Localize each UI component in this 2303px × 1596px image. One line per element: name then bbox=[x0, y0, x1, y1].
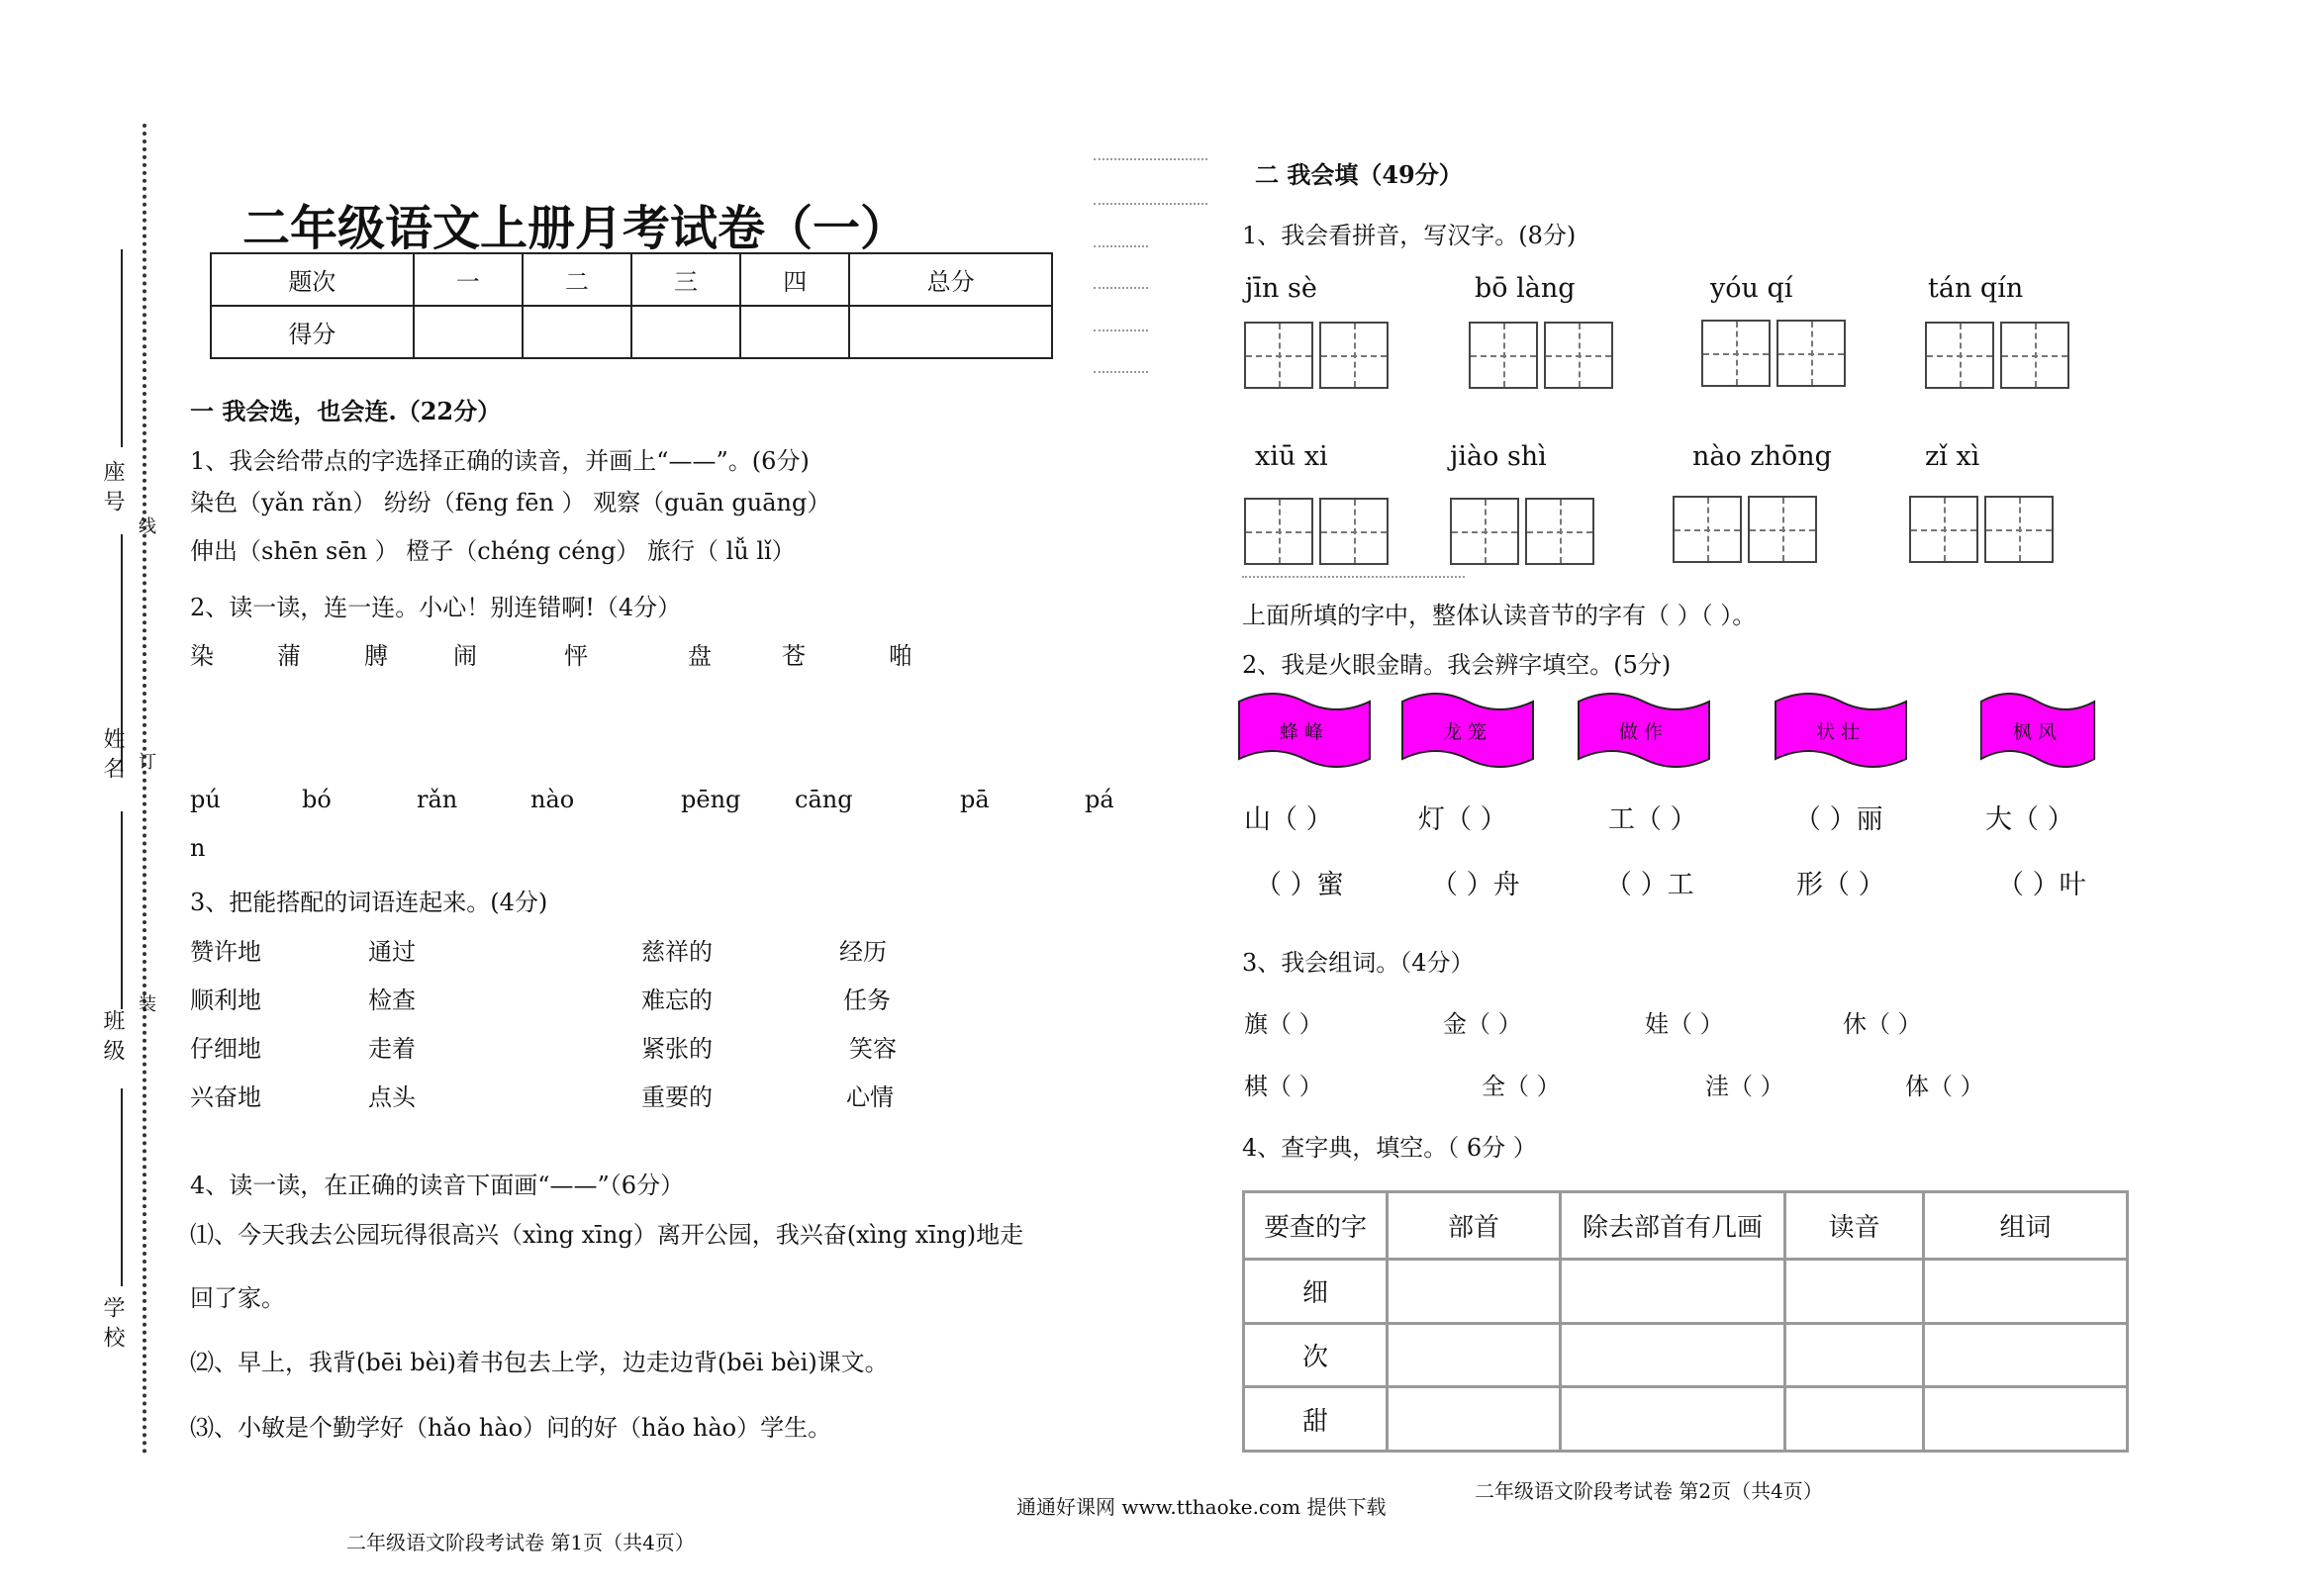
dict-char: 细 bbox=[1244, 1260, 1388, 1324]
q3-word[interactable]: 走着 bbox=[368, 1035, 416, 1063]
class-label: 班级 bbox=[100, 1009, 125, 1069]
score-header-cell: 一 bbox=[414, 253, 523, 306]
pinyin-label: jiào shì bbox=[1450, 441, 1547, 472]
school-label: 学校 bbox=[100, 1296, 125, 1356]
q4-prompt: 4、读一读，在正确的读音下面画“——”（6分） bbox=[190, 1172, 685, 1199]
fill-blank[interactable]: （ ）丽 bbox=[1794, 804, 1883, 835]
flag-text: 状壮 bbox=[1815, 721, 1866, 743]
seat-field-underline bbox=[121, 249, 123, 447]
q1-line1: 染色（yǎn rǎn） 纷纷（fēng fēn ） 观察（guān guāng） bbox=[190, 489, 831, 516]
decor-dots bbox=[1094, 158, 1207, 160]
tianzige-box[interactable] bbox=[2000, 322, 2069, 389]
score-cell[interactable] bbox=[523, 306, 631, 358]
tianzige-box[interactable] bbox=[1984, 496, 2054, 563]
dict-cell[interactable] bbox=[1924, 1260, 2128, 1324]
q2-char[interactable]: 盘 bbox=[688, 642, 712, 670]
flag-label bbox=[1237, 688, 1372, 775]
footer-left: 二年级语文阶段考试卷 第1页（共4页） bbox=[346, 1531, 695, 1554]
dict-header-cell: 部首 bbox=[1388, 1192, 1561, 1260]
score-cell[interactable] bbox=[849, 306, 1052, 358]
dict-cell[interactable] bbox=[1561, 1260, 1785, 1324]
line-label: 线 bbox=[136, 516, 156, 542]
decor-dots bbox=[1094, 371, 1148, 373]
tianzige-box[interactable] bbox=[1673, 496, 1742, 563]
word-blank[interactable]: 全（ ） bbox=[1482, 1073, 1561, 1100]
score-cell[interactable] bbox=[740, 306, 849, 358]
dict-header-cell: 读音 bbox=[1785, 1192, 1924, 1260]
dict-header-cell: 组词 bbox=[1924, 1192, 2128, 1260]
dict-cell[interactable] bbox=[1388, 1260, 1561, 1324]
score-header-cell: 二 bbox=[523, 253, 631, 306]
q3-word[interactable]: 顺利地 bbox=[190, 986, 261, 1014]
dict-cell[interactable] bbox=[1785, 1387, 1924, 1452]
name-label: 姓名 bbox=[100, 727, 125, 787]
dict-cell[interactable] bbox=[1388, 1323, 1561, 1387]
q3-word[interactable]: 检查 bbox=[368, 986, 416, 1014]
q3-word[interactable]: 兴奋地 bbox=[190, 1083, 261, 1111]
s2q1-note: 上面所填的字中，整体认读音节的字有（ ）（ ）。 bbox=[1242, 602, 1757, 629]
q3-word[interactable]: 心情 bbox=[846, 1083, 894, 1111]
dict-cell[interactable] bbox=[1785, 1260, 1924, 1324]
zhuang-label: 装 bbox=[136, 994, 156, 1020]
class-field-underline bbox=[121, 811, 123, 1009]
decor-dots bbox=[1094, 329, 1148, 331]
fill-blank[interactable]: （ ）蜜 bbox=[1255, 870, 1344, 900]
score-row-label: 得分 bbox=[211, 306, 414, 358]
q2-char[interactable]: 蒲 bbox=[277, 642, 301, 670]
tianzige-box[interactable] bbox=[1748, 496, 1817, 563]
dictionary-table bbox=[1242, 1190, 2129, 1453]
binding-dotted-line bbox=[143, 124, 146, 1455]
tianzige-box[interactable] bbox=[1909, 496, 1978, 563]
q2-pinyin[interactable]: pá bbox=[1085, 786, 1114, 813]
q3-word[interactable]: 任务 bbox=[843, 986, 891, 1014]
tianzige-box[interactable] bbox=[1319, 322, 1389, 389]
s2q1-prompt: 1、我会看拼音，写汉字。(8分) bbox=[1242, 222, 1577, 249]
q2-char[interactable]: 染 bbox=[190, 642, 214, 670]
q3-word[interactable]: 赞许地 bbox=[190, 938, 261, 966]
flag-text: 龙笼 bbox=[1442, 721, 1492, 743]
footer-center: 通通好课网 www.tthaoke.com 提供下载 bbox=[1016, 1495, 1387, 1519]
fill-blank[interactable]: （ ）工 bbox=[1605, 870, 1694, 900]
flag-label bbox=[1979, 688, 2096, 775]
fill-blank[interactable]: 工（ ） bbox=[1608, 804, 1697, 835]
word-blank[interactable]: 洼（ ） bbox=[1705, 1073, 1784, 1100]
word-blank[interactable]: 棋（ ） bbox=[1244, 1073, 1323, 1100]
q2-char[interactable]: 闹 bbox=[453, 642, 477, 670]
q2-pinyin[interactable]: pú bbox=[190, 786, 221, 813]
word-blank[interactable]: 旗（ ） bbox=[1244, 1010, 1323, 1038]
pinyin-label: tán qín bbox=[1928, 273, 2024, 304]
tianzige-box[interactable] bbox=[1244, 322, 1313, 389]
q3-word[interactable]: 点头 bbox=[368, 1083, 416, 1111]
score-cell[interactable] bbox=[631, 306, 740, 358]
q2-pinyin-wrap: n bbox=[190, 834, 206, 862]
decor-dots bbox=[1094, 203, 1207, 205]
score-cell[interactable] bbox=[414, 306, 523, 358]
q2-pinyin[interactable]: bó bbox=[302, 786, 332, 813]
pinyin-label: yóu qí bbox=[1710, 273, 1793, 304]
q1-prompt: 1、我会给带点的字选择正确的读音，并画上“——”。(6分) bbox=[190, 447, 810, 475]
fill-blank[interactable]: 灯（ ） bbox=[1418, 804, 1507, 835]
word-blank[interactable]: 体（ ） bbox=[1905, 1073, 1984, 1100]
q4-sentence1-cont: 回了家。 bbox=[190, 1284, 285, 1312]
q2-prompt: 2、读一读，连一连。小心！别连错啊!（4分） bbox=[190, 594, 682, 621]
pinyin-label: xiū xi bbox=[1255, 441, 1328, 472]
flag-text: 蜂峰 bbox=[1279, 721, 1329, 743]
score-header-cell: 题次 bbox=[211, 253, 414, 306]
fill-blank[interactable]: （ ）舟 bbox=[1431, 870, 1520, 900]
tianzige-box[interactable] bbox=[1319, 498, 1389, 565]
pinyin-label: nào zhōng bbox=[1692, 441, 1832, 472]
q2-pinyin[interactable]: nào bbox=[530, 786, 575, 813]
q3-word[interactable]: 慈祥的 bbox=[641, 938, 713, 966]
dict-cell[interactable] bbox=[1924, 1387, 2128, 1452]
decor-dots bbox=[1094, 287, 1148, 289]
dict-header-cell: 除去部首有几画 bbox=[1561, 1192, 1785, 1260]
q4-sentence1: ⑴、今天我去公园玩得很高兴（xìng xīng）离开公园，我兴奋(xìng xīng)地走 bbox=[190, 1221, 1024, 1249]
pinyin-label: jīn sè bbox=[1245, 273, 1317, 304]
q2-pinyin[interactable]: cāng bbox=[795, 786, 853, 813]
dict-char: 甜 bbox=[1244, 1387, 1388, 1452]
q2-char[interactable]: 膊 bbox=[364, 642, 388, 670]
q2-pinyin[interactable]: pēng bbox=[681, 786, 741, 813]
flag-label bbox=[1577, 688, 1711, 775]
dict-header-cell: 要查的字 bbox=[1244, 1192, 1388, 1260]
q2-pinyin[interactable]: rǎn bbox=[417, 786, 458, 813]
school-field-underline bbox=[121, 1088, 123, 1286]
section2-heading: 二 我会填（49分） bbox=[1255, 160, 1463, 189]
dict-cell[interactable] bbox=[1561, 1387, 1785, 1452]
q4-sentence3: ⑶、小敏是个勤学好（hǎo hào）问的好（hǎo hào）学生。 bbox=[190, 1414, 832, 1442]
dict-cell[interactable] bbox=[1561, 1323, 1785, 1387]
q3-word[interactable]: 难忘的 bbox=[641, 986, 713, 1014]
fill-blank[interactable]: （ ）叶 bbox=[1997, 870, 2086, 900]
q3-word[interactable]: 经历 bbox=[839, 938, 887, 966]
tianzige-box[interactable] bbox=[1244, 498, 1313, 565]
q1-line2: 伸出（shēn sēn ） 橙子（chéng céng） 旅行（ lǚ lǐ） bbox=[190, 537, 796, 565]
page-title: 二年级语文上册月考试卷（一） bbox=[242, 201, 909, 256]
flag-label bbox=[1400, 688, 1535, 775]
tianzige-box[interactable] bbox=[1544, 322, 1613, 389]
q3-word[interactable]: 仔细地 bbox=[190, 1035, 261, 1063]
tianzige-box[interactable] bbox=[1450, 498, 1519, 565]
q2-pinyin[interactable]: pā bbox=[960, 786, 990, 813]
word-blank[interactable]: 休（ ） bbox=[1843, 1010, 1922, 1038]
decor-dots bbox=[1094, 245, 1148, 247]
dict-char: 次 bbox=[1244, 1323, 1388, 1387]
pinyin-label: bō làng bbox=[1475, 273, 1576, 304]
ding-label: 订 bbox=[136, 752, 156, 778]
flag-text: 枫风 bbox=[2012, 721, 2063, 743]
q2-char[interactable]: 啪 bbox=[889, 642, 912, 670]
s2q2-prompt: 2、我是火眼金睛。我会辨字填空。(5分) bbox=[1242, 651, 1672, 679]
fill-blank[interactable]: 形（ ） bbox=[1796, 870, 1885, 900]
q3-word[interactable]: 重要的 bbox=[641, 1083, 713, 1111]
tianzige-box[interactable] bbox=[1469, 322, 1538, 389]
tianzige-box[interactable] bbox=[1525, 498, 1594, 565]
decor-dots bbox=[1242, 576, 1465, 578]
footer-right: 二年级语文阶段考试卷 第2页（共4页） bbox=[1475, 1479, 1823, 1503]
dict-cell[interactable] bbox=[1924, 1323, 2128, 1387]
q3-word[interactable]: 笑容 bbox=[849, 1035, 897, 1063]
q3-word[interactable]: 通过 bbox=[368, 938, 416, 966]
score-header-cell: 四 bbox=[740, 253, 849, 306]
word-blank[interactable]: 金（ ） bbox=[1443, 1010, 1522, 1038]
s2q4-prompt: 4、查字典，填空。（ 6分 ） bbox=[1242, 1134, 1537, 1162]
s2q3-prompt: 3、我会组词。（4分） bbox=[1242, 949, 1475, 977]
dict-cell[interactable] bbox=[1388, 1387, 1561, 1452]
score-header-cell: 总分 bbox=[849, 253, 1052, 306]
word-blank[interactable]: 娃（ ） bbox=[1645, 1010, 1724, 1038]
q4-sentence2: ⑵、早上，我背(bēi bèi)着书包去上学，边走边背(bēi bèi)课文。 bbox=[190, 1349, 889, 1376]
fill-blank[interactable]: 大（ ） bbox=[1985, 804, 2074, 835]
seat-label: 座号 bbox=[100, 460, 125, 519]
section1-heading: 一 我会选，也会连.（22分） bbox=[190, 397, 502, 425]
q2-char[interactable]: 苍 bbox=[782, 642, 806, 670]
q3-word[interactable]: 紧张的 bbox=[641, 1035, 713, 1063]
score-table bbox=[210, 252, 1053, 359]
q3-prompt: 3、把能搭配的词语连起来。(4分) bbox=[190, 889, 548, 916]
flag-text: 做作 bbox=[1618, 721, 1669, 743]
tianzige-box[interactable] bbox=[1701, 320, 1771, 387]
tianzige-box[interactable] bbox=[1776, 320, 1846, 387]
flag-label bbox=[1774, 688, 1908, 775]
fill-blank[interactable]: 山（ ） bbox=[1244, 804, 1333, 835]
tianzige-box[interactable] bbox=[1925, 322, 1994, 389]
dict-cell[interactable] bbox=[1785, 1323, 1924, 1387]
pinyin-label: zǐ xì bbox=[1925, 441, 1980, 472]
score-header-cell: 三 bbox=[631, 253, 740, 306]
q2-char[interactable]: 怦 bbox=[564, 642, 588, 670]
